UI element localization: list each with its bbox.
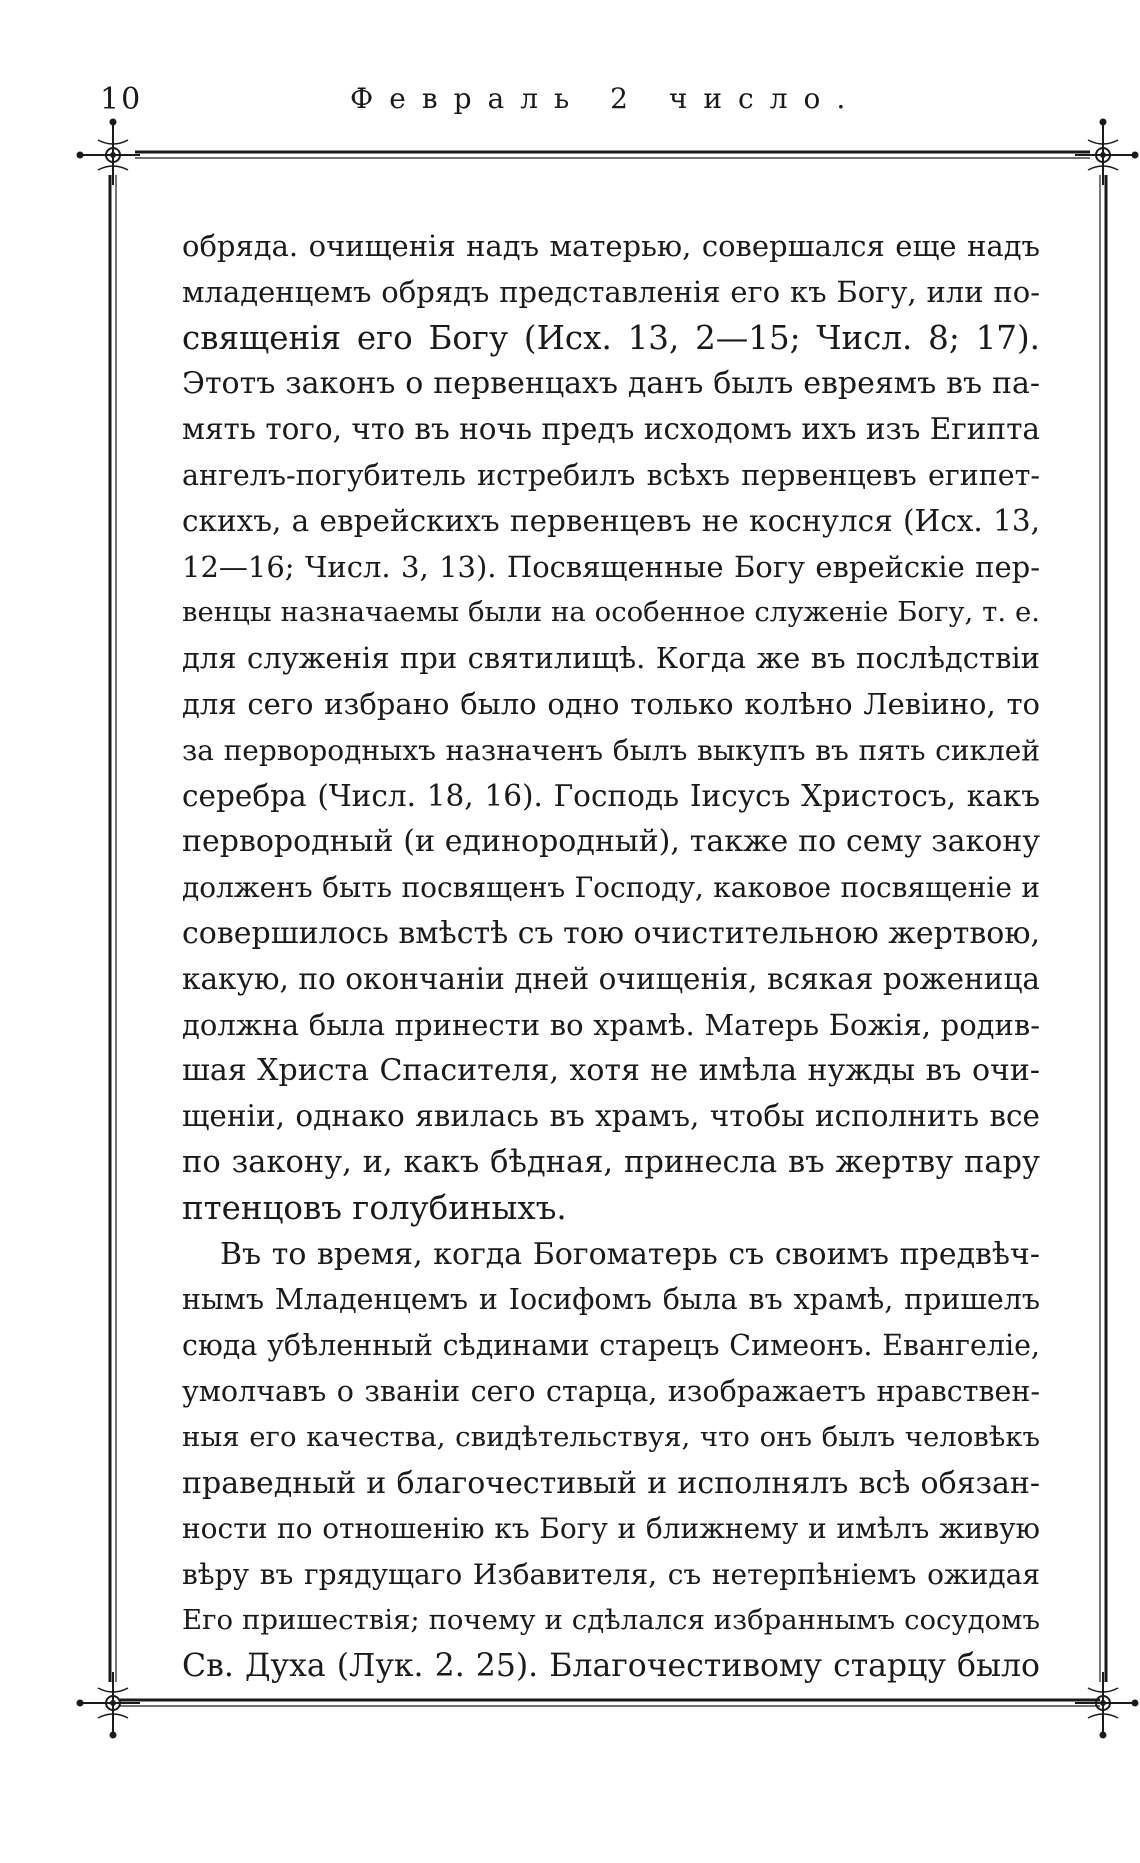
text-line: сюда убѣленный сѣдинами старецъ Симеонъ. Евангеліе, [182,1329,1040,1363]
body-text [182,224,1040,1690]
text-line: серебра (Числ. 18, 16). Господь Іисусъ Христосъ, какъ [182,778,1040,813]
text-line: 12—16; Числ. 3, 13). Посвященные Богу еврейскіе пер- [182,549,1040,584]
text-line: долженъ быть посвященъ Господу, каковое посвященіе и [182,871,1040,905]
text-line: вѣру въ грядущаго Избавителя, съ нетерпѣніемъ ожидая [182,1558,1040,1592]
text-line: ангелъ-погубитель истребилъ всѣхъ первенцевъ египет- [182,458,1040,492]
running-title: Февраль 2 число. [350,82,862,115]
text-line: скихъ, а еврейскихъ первенцевъ не коснулся (Исх. 13, [182,503,1040,538]
text-line: священія его Богу (Исх. 13, 2—15; Числ. 8; 17). [182,318,1040,357]
text-line: младенцемъ обрядъ представленія его къ Богу, или по- [182,274,1040,309]
text-line: ности по отношенію къ Богу и ближнему и имѣлъ живую [182,1512,1040,1546]
text-line: какую, по окончаніи дней очищенія, всякая роженица [182,961,1040,996]
text-line: мять того, что въ ночь предъ исходомъ ихъ изъ Египта [182,412,1040,447]
text-line: Св. Духа (Лук. 2. 25). Благочестивому старцу было [182,1647,1040,1684]
text-line: совершилось вмѣстѣ съ тою очистительною жертвою, [182,915,1040,951]
text-line: ныя его качества, свидѣтельствуя, что онъ былъ человѣкъ [182,1420,1040,1453]
page-number: 10 [100,82,143,117]
text-line: праведный и благочестивый и исполнялъ всѣ обязан- [182,1465,1040,1501]
text-line: за первородныхъ назначенъ былъ выкупъ въ пять сиклей [182,733,1040,767]
text-line: обряда. очищенія надъ матерью, совершался еще надъ [182,229,1040,263]
corner-ornament-bottom-right [1075,1672,1138,1738]
text-line: венцы назначаемы были на особенное служеніе Богу, т. е. [182,596,1040,629]
text-line: шая Христа Спасителя, хотя не имѣла нужды въ очи- [182,1053,1040,1089]
text-line: первородный (и единородный), также по сему закону [182,824,1040,860]
text-line: для сего избрано было одно только колѣно Левіино, то [182,686,1040,721]
text-line: по закону, и, какъ бѣдная, принесла въ жертву пару [182,1144,1040,1180]
paragraph-start-line: Въ то время, когда Богоматерь съ своимъ предвѣч- [220,1236,1040,1272]
text-line: умолчавъ о званіи сего старца, изображаетъ нравствен- [182,1374,1040,1408]
text-line: щеніи, однако явилась въ храмъ, чтобы исполнить все [182,1099,1040,1134]
text-line: нымъ Младенцемъ и Іосифомъ была въ храмѣ, пришелъ [182,1283,1040,1317]
text-line: Этотъ законъ о первенцахъ данъ былъ евреямъ въ па- [182,366,1040,402]
text-line: для служенія при святилищѣ. Когда же въ послѣдствіи [182,641,1040,676]
corner-ornament-top-right [1075,119,1138,185]
text-line: Его пришествія; почему и сдѣлался избраннымъ сосудомъ [182,1603,1040,1636]
text-line: должна была принести во храмѣ. Матерь Божія, родив- [182,1007,1040,1042]
corner-ornament-bottom-left [77,1672,140,1738]
corner-ornament-top-left [77,119,140,185]
paragraph-end-line: птенцовъ голубиныхъ. [182,1188,567,1227]
